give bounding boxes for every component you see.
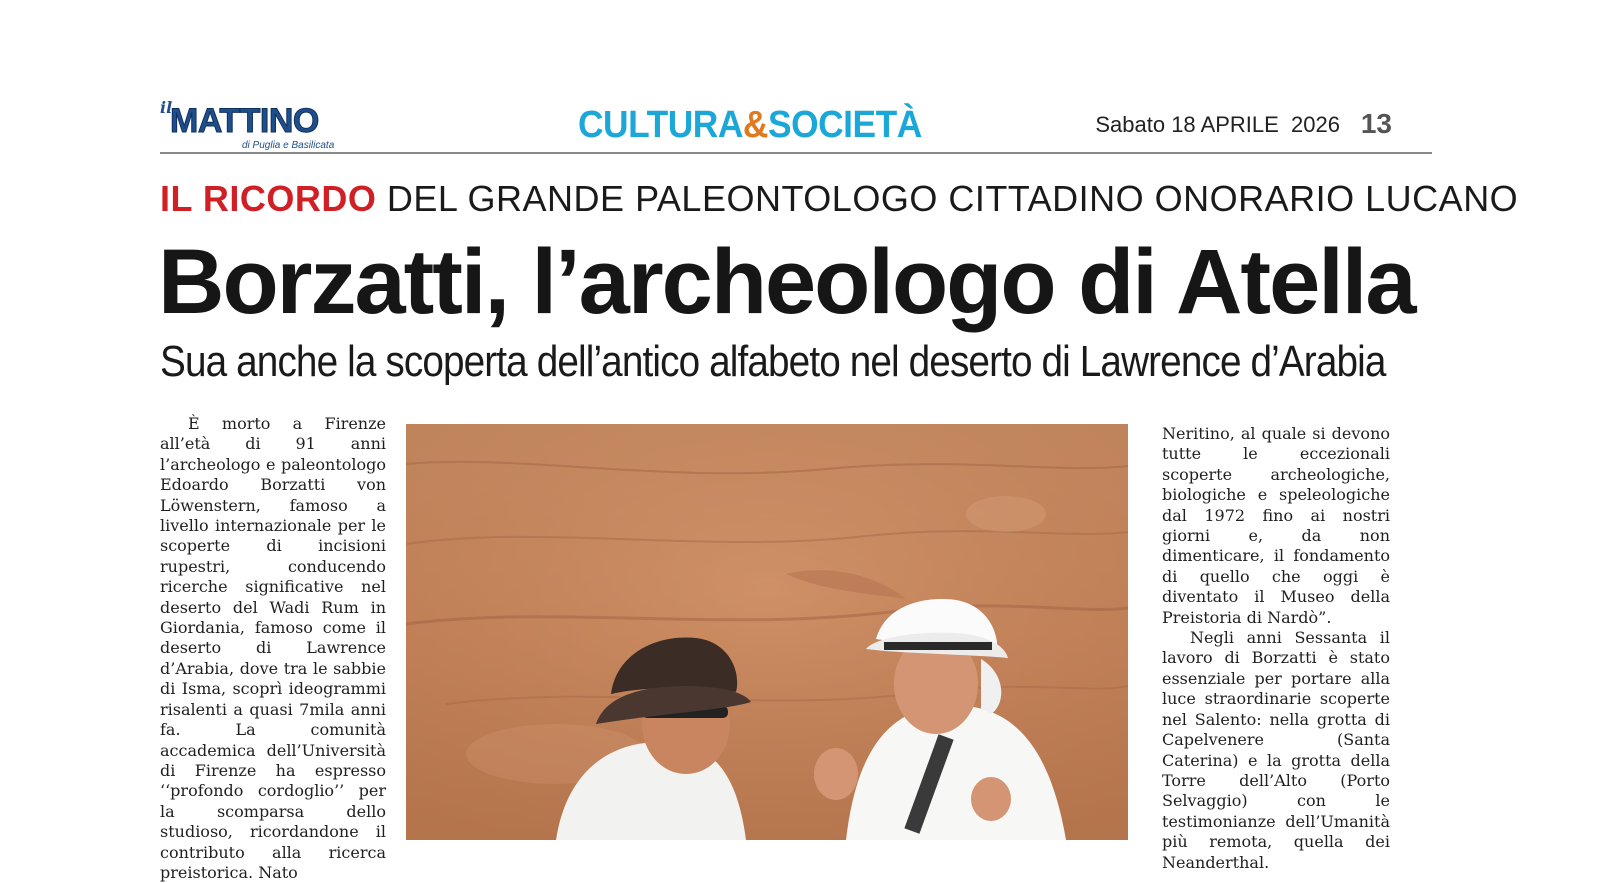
right-column-paragraph-1: Neritino, al quale si devono tutte le eccezionali scoperte archeologiche, biologiche e speleologiche dal 1972 fino ai nostri giorni e, da non dimenticare, il fondamento di quello che oggi è diventato il Museo della Preistoria di Nardò”. bbox=[1162, 424, 1390, 627]
left-column-paragraph: È morto a Firenze all’età di 91 anni l’archeologo e paleontologo Edoardo Borzatti von Löwenstern, famoso a livello internazionale per le scoperte di incisioni rupestri, conducendo ricerche significative nel deserto del Wadi Rum in Giordania, famoso come il deserto di Lawrence d’Arabia, dove tra le sabbie di Isma, scoprì ideogrammi risalenti a quasi 7mila anni fa. La comunità accademica dell’Università di Firenze ha espresso ‘‘profondo cordoglio’’ per la scomparsa dello studioso, ricordandone il contributo alla ricerca preistorica. Nato bbox=[160, 414, 386, 882]
kicker-highlight: IL RICORDO bbox=[160, 178, 377, 219]
kicker-text: DEL GRANDE PALEONTOLOGO CITTADINO ONORARIO LUCANO bbox=[376, 178, 1519, 219]
logo-subtitle: di Puglia e Basilicata bbox=[242, 140, 335, 151]
article-kicker bbox=[160, 178, 1519, 220]
section-title-ampersand: & bbox=[742, 104, 768, 146]
logo-main-text: MATTINO bbox=[170, 102, 319, 140]
logo-il-text: il bbox=[160, 98, 173, 117]
article-photo bbox=[406, 424, 1128, 840]
right-column-paragraph-2: Negli anni Sessanta il lavoro di Borzatti è stato essenziale per portare alla luce straordinarie scoperte nel Salento: nella grotta di Capelvenere (Santa Caterina) e la grotta della Torre dell’Alto (Porto Selvaggio) con le testimonianze dell’Umanità più remota, quella dei Neanderthal. bbox=[1162, 628, 1390, 872]
page-number: 13 bbox=[1360, 108, 1392, 139]
newspaper-logo[interactable] bbox=[160, 96, 375, 156]
article-column-left bbox=[160, 414, 386, 883]
masthead-rule bbox=[160, 152, 1432, 154]
issue-date: Sabato 18 APRILE 2026 bbox=[1095, 112, 1340, 137]
article-subhead: Sua anche la scoperta dell’antico alfabeto nel deserto di Lawrence d’Arabia bbox=[160, 337, 1386, 386]
section-title bbox=[578, 104, 922, 147]
masthead bbox=[160, 96, 1432, 156]
article-column-right bbox=[1162, 424, 1390, 873]
article-headline: Borzatti, l’archeologo di Atella bbox=[158, 231, 1415, 333]
section-title-part1: CULTURA bbox=[578, 104, 743, 146]
section-title-part2: SOCIETÀ bbox=[767, 104, 922, 146]
